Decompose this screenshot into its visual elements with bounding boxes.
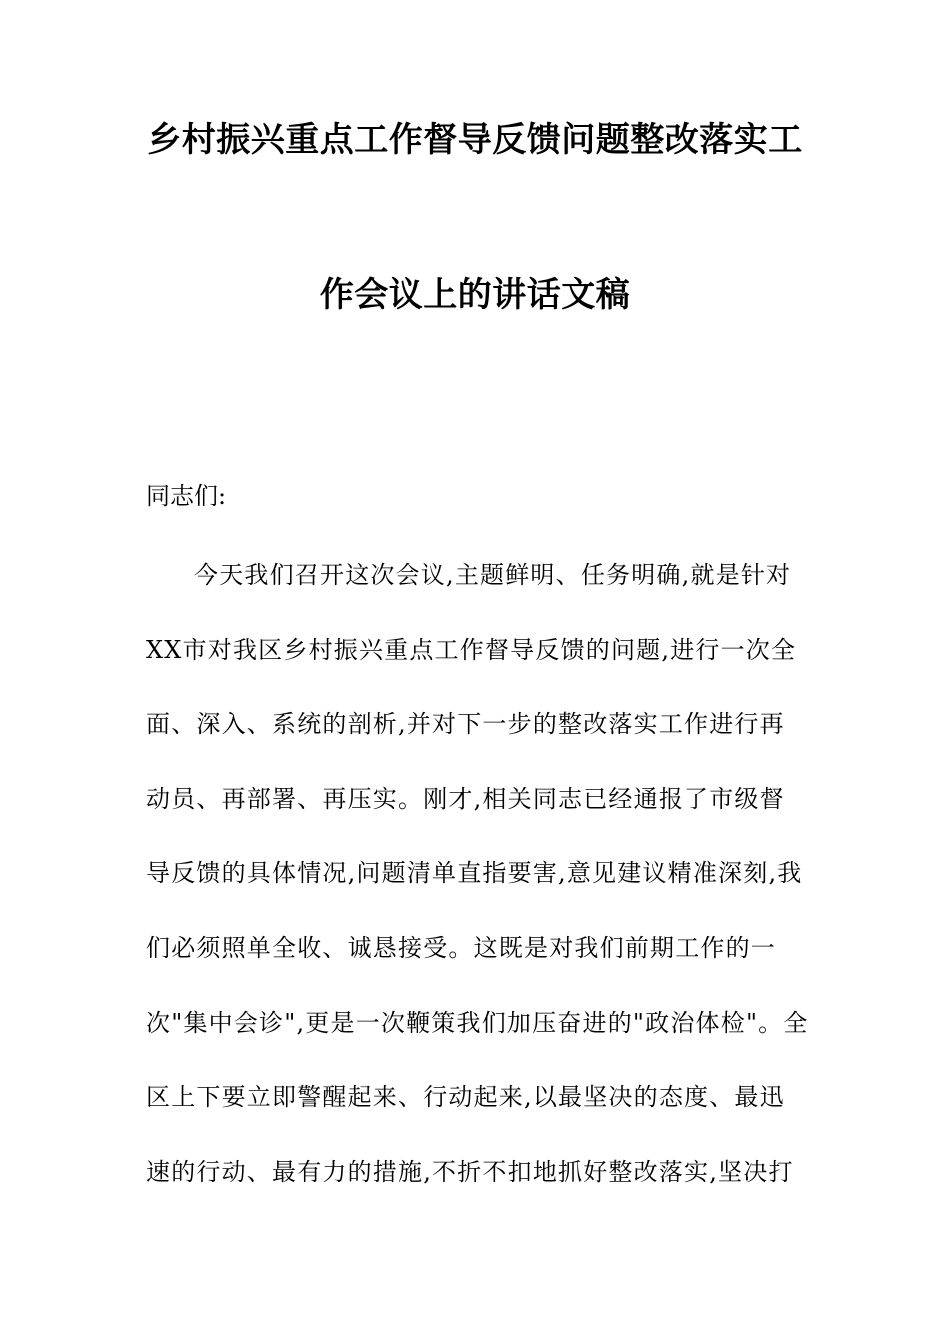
paragraph-line: 动员、再部署、再压实。刚才,相关同志已经通报了市级督 [146,784,785,813]
document-title-line-1: 乡村振兴重点工作督导反馈问题整改落实工 [147,120,803,160]
body-paragraph [146,560,811,1231]
paragraph-line: XX市对我区乡村振兴重点工作督导反馈的问题,进行一次全 [146,635,797,664]
paragraph-line: 速的行动、最有力的措施,不折不扣地抓好整改落实,坚决打 [146,1157,794,1186]
document-title-line-2: 作会议上的讲话文稿 [319,275,631,315]
paragraph-line: 导反馈的具体情况,问题清单直指要害,意见建议精准深刻,我 [146,859,803,888]
paragraph-line: 今天我们召开这次会议,主题鲜明、任务明确,就是针对 [194,561,792,589]
salutation: 同志们: [146,482,227,510]
paragraph-line: 面、深入、系统的剖析,并对下一步的整改落实工作进行再 [146,710,785,739]
paragraph-line: 次"集中会诊",更是一次鞭策我们加压奋进的"政治体检"。全 [146,1008,809,1037]
paragraph-line: 区上下要立即警醒起来、行动起来,以最坚决的态度、最迅 [146,1083,785,1112]
paragraph-line: 们必须照单全收、诚恳接受。这既是对我们前期工作的一 [146,933,776,962]
